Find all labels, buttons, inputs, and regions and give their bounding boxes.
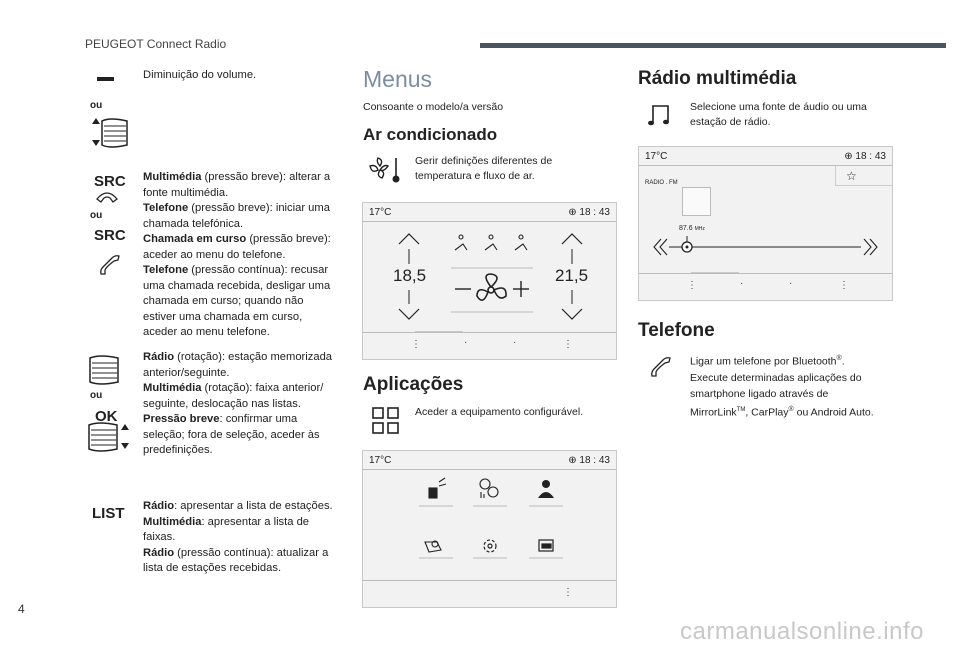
left-temp-up-icon[interactable] — [399, 234, 419, 244]
menus-subtitle: Consoante o modelo/a versão — [363, 101, 504, 113]
phone-handset-icon — [97, 252, 123, 278]
screen-time: ⊕ 18 : 43 — [568, 455, 610, 466]
connected-app-icon[interactable] — [429, 478, 446, 498]
phone-desc: Ligar um telefone por Bluetooth®. Execute determinadas aplicações do smartphone ligado através de MirrorLink™, CarPlay® ou Android Auto. — [690, 355, 874, 418]
src-desc: Multimédia (pressão breve): alterar a fonte multimédia. Telefone (pressão breve): iniciar uma chamada telefónica. Chamada em curso (pressão breve): aceder ao menu do telefone. Telefone (pressão contínua): recusar uma chamada recebida, desligar uma chamada em curso; quando não estiver uma chamada em curso, aceder ao menu telefone. — [143, 171, 331, 338]
or-label: ou — [90, 100, 103, 111]
radio-screen: 17°C ⊕ 18 : 43 RADIO . FM ☆ 87.6 MHz ⋮ · · ⋮ — [638, 146, 893, 301]
ok-label: OK — [95, 408, 118, 425]
radio-title: Rádio multimédia — [638, 68, 797, 89]
list-desc: Rádio: apresentar a lista de estações. Multimédia: apresentar a lista de faixas. Rádio (pressão contínua): atualizar a lista de estações recebidas. — [143, 500, 333, 574]
user-profile-icon[interactable] — [538, 480, 554, 498]
air-conditioning-icon — [366, 156, 406, 184]
src-label: SRC — [94, 173, 126, 190]
volume-desc: Diminuição do volume. — [143, 69, 257, 81]
seek-back-icon[interactable] — [654, 239, 667, 255]
right-temp-up-icon[interactable] — [562, 234, 582, 244]
ac-desc: Gerir definições diferentes de temperatura e fluxo de ar. — [415, 155, 553, 182]
frequency-value: 87.6 MHz — [679, 225, 705, 232]
phone-title: Telefone — [638, 320, 715, 341]
ok-wheel-icon — [87, 422, 133, 452]
scroll-wheel-icon — [88, 355, 122, 385]
volume-minus-icon — [97, 77, 114, 81]
fan-icon — [477, 274, 506, 300]
ok-desc: Rádio (rotação): estação memorizada anterior/seguinte. Multimédia (rotação): faixa anterior/ seguinte, deslocação nas listas. Pressão breve: confirmar uma seleção; fora de seleção, aceder às predefinições. — [143, 351, 333, 456]
apps-screen: 17°C ⊕ 18 : 43 ⋮ — [362, 450, 617, 608]
src-label: SRC — [94, 227, 126, 244]
apps-desc: Aceder a equipamento configurável. — [415, 406, 584, 418]
sync-icon[interactable] — [484, 540, 496, 552]
screen-time: ⊕ 18 : 43 — [844, 151, 886, 162]
favorite-star-icon[interactable]: ☆ — [846, 169, 857, 183]
music-note-icon — [647, 103, 673, 127]
ac-screen: 17°C ⊕ 18 : 43 18,5 21,5 ⋮ · · ⋮ — [362, 202, 617, 360]
settings-clock-icon[interactable] — [480, 479, 498, 498]
station-artwork — [682, 187, 711, 216]
page-number: 4 — [18, 602, 25, 616]
screen-temp: 17°C — [645, 151, 668, 162]
left-temp-value: 18,5 — [393, 266, 427, 285]
car-info-icon[interactable] — [425, 541, 441, 552]
airflow-mode-icon[interactable] — [455, 235, 527, 250]
phone-icon — [95, 190, 119, 204]
apps-grid-icon — [372, 407, 400, 435]
header-bar — [480, 43, 946, 48]
left-temp-down-icon[interactable] — [399, 309, 419, 319]
apps-title: Aplicações — [363, 374, 464, 395]
list-label: LIST — [92, 505, 125, 522]
radio-source-label: RADIO . FM — [645, 180, 678, 186]
right-temp-value: 21,5 — [555, 266, 589, 285]
gallery-icon[interactable] — [539, 540, 553, 551]
tuner-cursor-icon[interactable] — [682, 242, 692, 252]
or-label: ou — [90, 390, 103, 401]
phone-handset-icon — [648, 354, 674, 380]
right-temp-down-icon[interactable] — [562, 309, 582, 319]
ac-title: Ar condicionado — [363, 125, 498, 144]
fan-plus-icon[interactable] — [513, 281, 529, 297]
seek-forward-icon[interactable] — [864, 239, 877, 255]
radio-desc: Selecione uma fonte de áudio ou uma estação de rádio. — [690, 101, 867, 128]
header-title: PEUGEOT Connect Radio — [85, 37, 227, 51]
or-label: ou — [90, 210, 103, 221]
screen-temp: 17°C — [369, 207, 392, 218]
screen-temp: 17°C — [369, 455, 392, 466]
scroll-wheel-icon — [86, 118, 132, 148]
menus-title: Menus — [363, 66, 433, 92]
watermark: carmanualsonline.info — [680, 618, 924, 645]
screen-time: ⊕ 18 : 43 — [568, 207, 610, 218]
